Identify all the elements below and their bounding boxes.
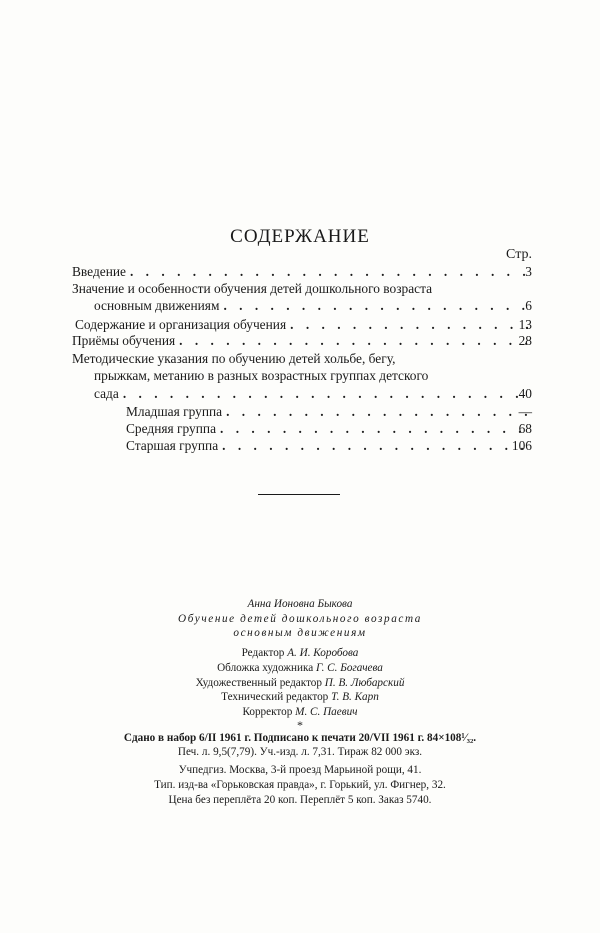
credit-role: Корректор: [242, 706, 293, 718]
toc-entry-page: 6: [525, 298, 532, 313]
page-column-label: Стр.: [506, 247, 532, 262]
credit-art-editor: [0, 676, 600, 690]
credit-name: Т. В. Карп: [331, 691, 379, 703]
leader-dots: [123, 385, 528, 402]
toc-entry-organization[interactable]: [75, 316, 532, 333]
toc-entry-page: 68: [518, 421, 532, 436]
toc-subentry-junior[interactable]: [126, 403, 532, 420]
credit-tech-editor: [0, 690, 600, 704]
toc-entry-page: —: [518, 404, 532, 419]
toc-entry-page: 28: [518, 333, 532, 348]
author-name: Анна Ионовна Быкова: [247, 598, 353, 610]
credit-name: М. С. Паевич: [295, 706, 358, 718]
toc-entry-methodical[interactable]: [94, 385, 532, 402]
toc-subentry-middle[interactable]: [126, 420, 532, 437]
toc-entry-label: Старшая группа: [126, 438, 219, 453]
credit-role: Технический редактор: [221, 691, 329, 703]
toc-entry-label: Содержание и организация обучения: [75, 317, 287, 332]
contents-title: СОДЕРЖАНИЕ: [230, 226, 370, 247]
credit-name: Г. С. Богачева: [316, 662, 383, 674]
credit-role: Художественный редактор: [195, 677, 322, 689]
toc-entry-page: 106: [511, 438, 532, 453]
credit-name: А. И. Коробова: [287, 647, 359, 659]
toc-entry-significance[interactable]: [94, 297, 532, 314]
credit-cover-artist: [0, 661, 600, 675]
credit-name: П. В. Любарский: [324, 677, 405, 689]
credit-proofreader: [0, 705, 600, 719]
publisher-address: Учпедгиз. Москва, 3-й проезд Марьиной рощи, 41.: [178, 764, 422, 776]
toc-entry-introduction[interactable]: [72, 263, 532, 280]
toc-entry-label: Средняя группа: [126, 421, 217, 436]
leader-dots: [179, 332, 528, 349]
price-order: Цена без переплёта 20 коп. Переплёт 5 коп. Заказ 5740.: [168, 794, 432, 806]
toc-entry-label: Значение и особенности обучения детей дошкольного возраста: [72, 281, 433, 296]
toc-entry-label-continued: сада: [94, 386, 119, 401]
separator-asterisk: *: [297, 718, 303, 732]
toc-entry-page: 13: [518, 317, 532, 332]
credit-role: Обложка художника: [217, 662, 314, 674]
toc-subentry-senior[interactable]: [126, 437, 532, 454]
print-details-line-2: Печ. л. 9,5(7,79). Уч.-изд. л. 7,31. Тираж 82 000 экз.: [177, 746, 423, 758]
toc-entry-label: Методические указания по обучению детей хольбе, бегу,: [72, 351, 396, 366]
credit-editor: [0, 646, 600, 660]
leader-dots: [130, 263, 528, 280]
leader-dots: [222, 437, 528, 454]
toc-entry-label: Младшая группа: [126, 404, 223, 419]
leader-dots: [220, 420, 528, 437]
printer-address: Тип. изд-ва «Горьковская правда», г. Горький, ул. Фигнер, 32.: [154, 779, 446, 791]
toc-entry-label: Введение: [72, 264, 126, 279]
leader-dots: [226, 403, 528, 420]
section-divider: [258, 494, 340, 495]
toc-entry-label-continued: прыжкам, метанию в разных возрастных группах детского: [94, 368, 429, 383]
toc-entry-page: 40: [518, 386, 532, 401]
leader-dots: [223, 297, 528, 314]
book-title-line-1: Обучение детей дошкольного возраста: [178, 613, 422, 625]
credit-role: Редактор: [241, 647, 285, 659]
toc-entry-page: 3: [525, 264, 532, 279]
toc-entry-label: Приёмы обучения: [72, 333, 176, 348]
print-details-line-1: Сдано в набор 6/II 1961 г. Подписано к печати 20/VII 1961 г. 84×108¹⁄₃₂.: [123, 732, 477, 744]
toc-entry-techniques[interactable]: [72, 332, 532, 349]
book-title-line-2: основным движениям: [233, 627, 367, 639]
toc-entry-label-continued: основным движениям: [94, 298, 220, 313]
leader-dots: [290, 316, 528, 333]
